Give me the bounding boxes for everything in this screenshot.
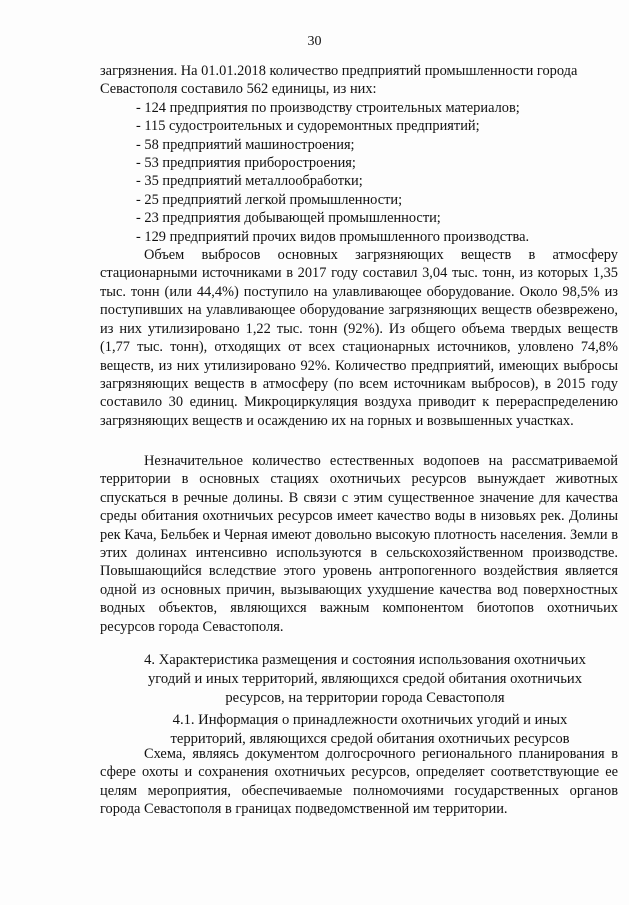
emissions-paragraph: Объем выбросов основных загрязняющих веществ в атмосферу стационарными источниками в 2017 году составил 3,04 тыс. тонн, из которых 1,35 тыс. тонн (или 44,4%) поступило на улавливающее оборудование. Около 98,5% из поступивших на улавливающее оборудование загрязняющих веществ обезврежено, из них утилизировано 1,22 тыс. тонн (92%). Из общего объема твердых веществ (1,77 тыс. тонн), отходящих от всех стационарных источников, уловлено 74,8% веществ, из них утилизировано 92%. Количество предприятий, имеющих выбросы загрязняющих веществ в атмосферу (по всем источникам выбросов), в 2015 году составило 30 единиц. Микроциркуляция воздуха приводит к перераспределению загрязняющих веществ и осаждению их на горных и возвышенных участках. <box>100 247 618 429</box>
list-item: - 23 предприятия добывающей промышленности; <box>136 210 441 227</box>
list-item: - 35 предприятий металлообработки; <box>136 173 363 190</box>
water-section <box>100 452 618 636</box>
list-item: - 58 предприятий машиностроения; <box>136 136 355 153</box>
list-item: - 25 предприятий легкой промышленности; <box>136 191 403 208</box>
water-paragraph: Незначительное количество естественных водопоев на рассматриваемой территории в основных стациях охотничьих ресурсов вынуждает животных спускаться в речные долины. В связи с этим существенное значение для качества среды обитания охотничьих ресурсов имеет качество воды в низовьях рек. Долины рек Кача, Бельбек и Черная имеют довольно высокую плотность населения. Земли в этих долинах интенсивно используются в сельскохозяйственном производстве. Повышающийся вследствие этого уровень антропогенного воздействия является одной из основных причин, вызывающих ухудшение качества вод поверхностных водных объектов, являющихся важным компонентом биотопов охотничьих ресурсов города Севастополя. <box>100 453 618 635</box>
intro-line-1: загрязнения. На 01.01.2018 количество предприятий промышленности города <box>100 63 578 79</box>
list-item: - 115 судостроительных и судоремонтных предприятий; <box>136 118 480 135</box>
list-item: - 53 предприятия приборостроения; <box>136 155 356 172</box>
intro-line-2: Севастополя составило 562 единицы, из них: <box>100 81 377 98</box>
scheme-section <box>100 745 618 819</box>
page-number: 30 <box>307 34 322 49</box>
section-heading-4-1: 4.1. Информация о принадлежности охотничьих угодий и иных территорий, являющихся средой обитания охотничьих ресурсов <box>170 712 570 747</box>
industry-list <box>100 99 618 246</box>
scheme-paragraph: Схема, являясь документом долгосрочного регионального планирования в сфере охоты и сохранения охотничьих ресурсов, определяет соответствующие ее целям мероприятия, обеспечиваемые полномочиями государственных органов города Севастополя в границах подведомственной им территории. <box>100 746 618 818</box>
section-heading-4: 4. Характеристика размещения и состояния использования охотничьих угодий и иных территорий, являющихся средой обитания охотничьих ресурсов, на территории города Севастополя <box>144 652 586 706</box>
industry-section <box>100 62 618 430</box>
list-item: - 129 предприятий прочих видов промышленного производства. <box>136 228 530 245</box>
list-item: - 124 предприятия по производству строительных материалов; <box>136 99 520 116</box>
